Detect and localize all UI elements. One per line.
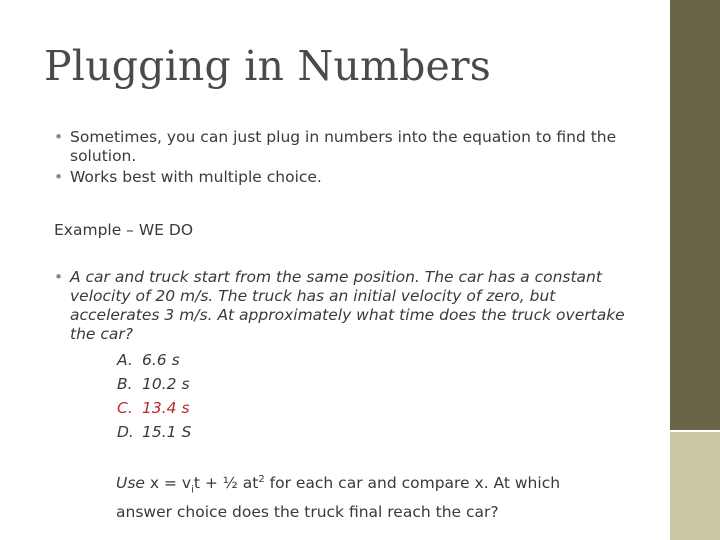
bullet-dot-icon: •: [54, 128, 64, 146]
formula-mid: t + ½ at: [193, 474, 259, 493]
slide-title: Plugging in Numbers: [44, 42, 492, 90]
choice-text: 13.4 s: [142, 399, 190, 417]
hint-prefix: Use: [116, 474, 145, 493]
question-item: [54, 268, 644, 344]
answer-choices: [117, 348, 191, 444]
choice-letter: C.: [117, 399, 133, 417]
bullet-dot-icon: •: [54, 268, 64, 286]
question-text: A car and truck start from the same position. The car has a constant velocity of 20 m/s. The truck has an initial velocity of zero, but accelerates 3 m/s. At approximately what time does the truck overtake the car?: [70, 268, 625, 343]
formula-sub: i: [191, 484, 194, 496]
choice-letter: D.: [117, 423, 134, 441]
hint-text: [116, 468, 616, 524]
formula-x: x = v: [149, 474, 192, 493]
sidebar-light-block: [670, 432, 720, 540]
choice-text: 6.6 s: [142, 351, 180, 369]
bullet-dot-icon: •: [54, 168, 64, 186]
bullet-item: [54, 168, 624, 187]
choice-letter: B.: [117, 375, 133, 393]
problem-list: [54, 268, 644, 344]
example-heading: Example – WE DO: [54, 221, 194, 239]
hint-rest: for each car and compare x. At which answer choice does the truck final reach the car?: [116, 474, 561, 522]
choice-b: [117, 372, 191, 396]
bullet-text: Works best with multiple choice.: [70, 168, 322, 186]
choice-a: [117, 348, 191, 372]
bullet-text: Sometimes, you can just plug in numbers into the equation to find the solution.: [70, 128, 617, 165]
choice-text: 10.2 s: [142, 375, 190, 393]
choice-letter: A.: [117, 351, 133, 369]
bullet-item: [54, 128, 624, 166]
choice-text: 15.1 S: [142, 423, 192, 441]
choice-d: [117, 420, 191, 444]
choice-c-correct: [117, 396, 191, 420]
sidebar-dark-block: [670, 0, 720, 432]
formula-sup: 2: [258, 474, 265, 485]
intro-bullet-list: [54, 128, 624, 189]
